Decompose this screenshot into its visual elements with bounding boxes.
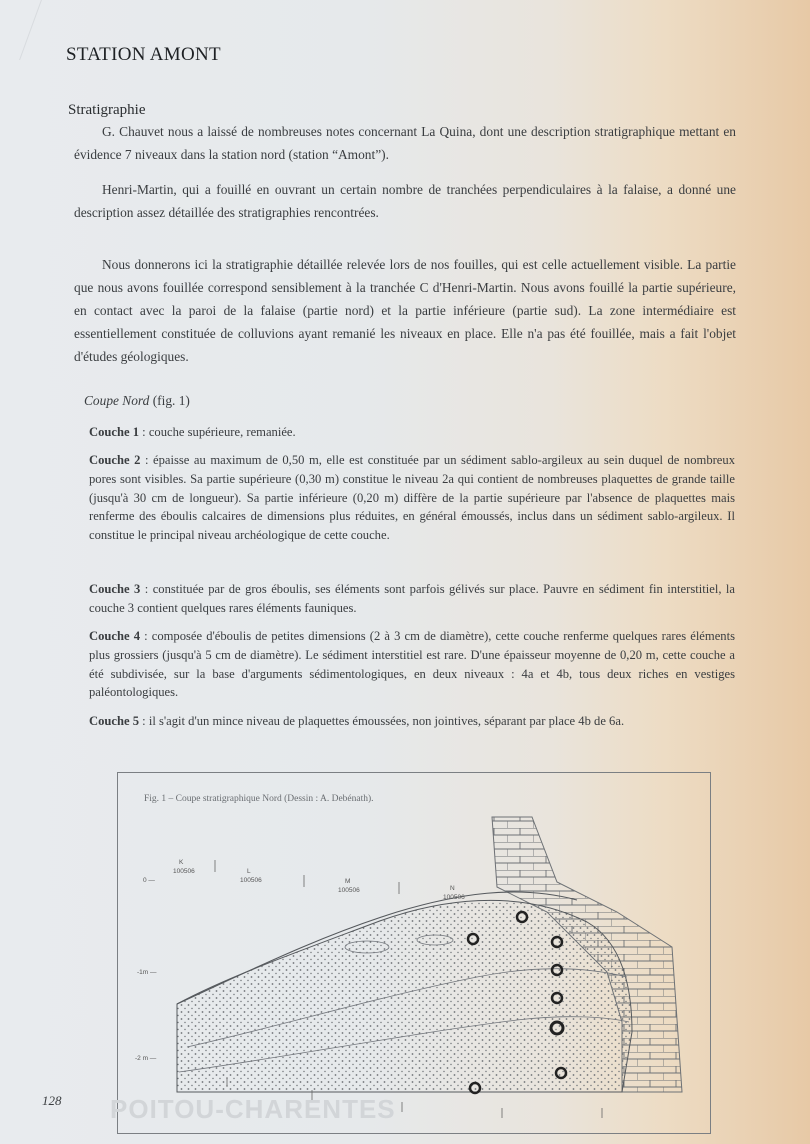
grid-label-m [338,878,360,894]
couche-4: Couche 4 : composée d'éboulis de petites dimensions (2 à 3 cm de diamètre), cette couche renferme quelques rares éléments plus grossiers (jusqu'à 5 cm de diamètre). Le sédiment interstitiel est rare. D'une épaisseur moyenne de 0,20 m, cette couche a été subdivisée, sur la base d'arguments sédimentologiques, en deux niveaux : 4a et 4b, tous deux riches en vestiges paléontologiques. [89,629,735,700]
stratigraphic-section-drawing [117,772,709,1132]
svg-text:100506: 100506 [240,877,262,884]
watermark: POITOU-CHARENTES [110,1094,396,1124]
svg-text:N: N [450,885,455,892]
paragraph-2: Henri-Martin, qui a fouillé en ouvrant un certain nombre de tranchées perpendiculaires à la falaise, a donné une description assez détaillée des stratigraphies rencontrées. [74,182,736,220]
depth-label-0: 0 — [143,877,155,884]
svg-text:K: K [179,859,184,866]
page-number: 128 [42,1093,62,1108]
grid-label-n [443,885,465,901]
svg-text:100506: 100506 [338,887,360,894]
paragraph-3: Nous donnerons ici la stratigraphie détaillée relevée lors de nos fouilles, qui est celle actuellement visible. La partie que nous avons fouillée correspond sensiblement à la tranchée C d'Henri-Martin. Nous avons fouillé la partie supérieure, en contact avec la paroi de la falaise (partie nord) et la partie inférieure (partie sud). La zone intermédiaire est essentiellement constituée de colluvions ayant remanié les niveaux en place. Elle n'a pas été fouillée, mais a fait l'objet d'études géologiques. [74,257,736,364]
figure-caption: Fig. 1 – Coupe stratigraphique Nord (Dessin : A. Debénath). [144,794,374,804]
section-subheading: Stratigraphie [68,102,146,118]
couche-3: Couche 3 : constituée par de gros éboulis, ses éléments sont parfois gélivés sur place. Pauvre en sédiment fin interstitiel, la couche 3 contient quelques rares éléments fauniques. [89,582,735,615]
couche-1: Couche 1 : couche supérieure, remaniée. [89,425,296,439]
coupe-nord-title: Coupe Nord (fig. 1) [84,393,190,408]
depth-label-2m: -2 m — [135,1055,157,1062]
paragraph-1: G. Chauvet nous a laissé de nombreuses notes concernant La Quina, dont une description stratigraphique mettant en évidence 7 niveaux dans la station nord (station “Amont”). [74,124,736,162]
depth-label-1m: -1m — [137,969,157,976]
svg-text:100506: 100506 [173,868,195,875]
grid-label-l [240,868,262,884]
sediment-body [177,900,632,1092]
page-heading: STATION AMONT [66,44,221,65]
svg-text:100506: 100506 [443,894,465,901]
couche-5: Couche 5 : il s'agit d'un mince niveau de plaquettes émoussées, non jointives, séparant par place 4b de 6a. [89,714,625,728]
svg-text:M: M [345,878,351,885]
couche-2: Couche 2 : épaisse au maximum de 0,50 m, elle est constituée par un sédiment sablo-argileux au sein duquel de nombreux pores sont visibles. Sa partie supérieure (0,30 m) constitue le niveau 2a qui contient de nombreuses plaquettes de grande taille (jusqu'à 30 cm de longueur). Sa partie inférieure (0,20 m) diffère de la partie supérieure par l'absence de plaquettes mais renferme des éboulis calcaires de dimensions plus réduites, en général émoussés, inclus dans un sédiment sablo-argileux. Il constitue le principal niveau archéologique de cette couche. [89,453,735,543]
svg-text:L: L [247,868,251,875]
page-crease [0,0,42,60]
grid-label-k [173,859,195,875]
